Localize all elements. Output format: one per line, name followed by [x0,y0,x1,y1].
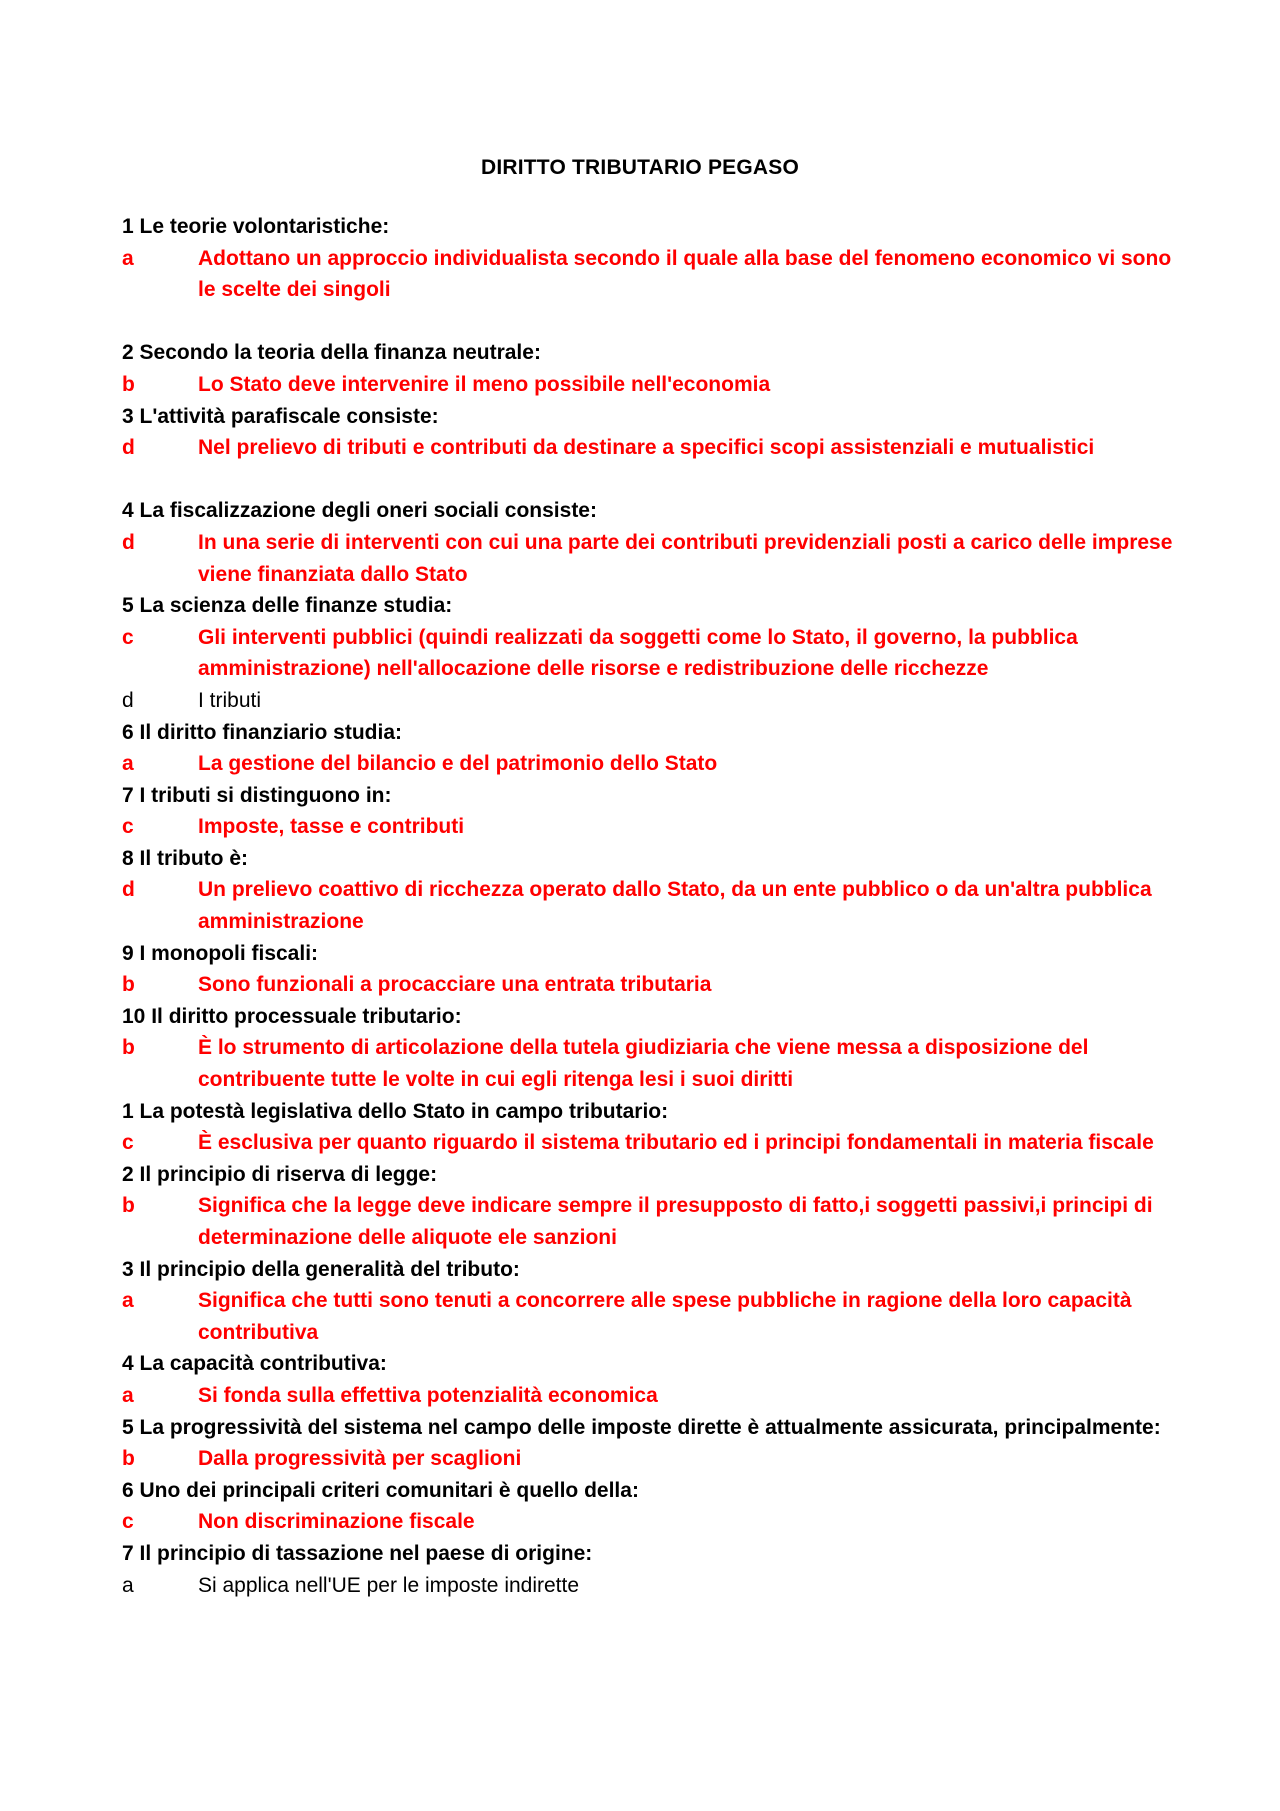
answer-letter: b [122,372,135,396]
answer-letter: c [122,1510,134,1534]
answer-text: Nel prelievo di tributi e contributi da destinare a specifici scopi assistenziali e mutualistici [198,436,1095,460]
answer-text: È esclusiva per quanto riguardo il sistema tributario ed i principi fondamentali in materia fiscale [198,1131,1154,1155]
question-text: 3 Il principio della generalità del tributo: [122,1257,520,1281]
question-text: 2 Il principio di riserva di legge: [122,1162,438,1186]
answer-correct [122,243,1174,306]
answer-letter: c [122,625,134,649]
answer-text: I tributi [198,688,262,712]
question-text: 6 Il diritto finanziario studia: [122,720,403,744]
answer-correct [122,1443,1174,1475]
answer-text: In una serie di interventi con cui una parte dei contributi previdenziali posti a carico delle imprese viene finanziata dallo Stato [198,530,1173,586]
answer-correct [122,622,1174,685]
answer-text: Un prelievo coattivo di ricchezza operato dallo Stato, da un ente pubblico o da un'altra pubblica amministrazione [198,878,1152,934]
answer-correct [122,1285,1174,1348]
question-text: 4 La capacità contributiva: [122,1352,387,1376]
question-text: 9 I monopoli fiscali: [122,941,319,965]
answer-letter: b [122,1194,135,1218]
answer-correct [122,874,1174,937]
answer-text: Gli interventi pubblici (quindi realizzati da soggetti come lo Stato, il governo, la pubblica amministrazione) nell'allocazione delle risorse e redistribuzione delle ricchezze [198,625,1078,681]
answer-correct [122,1190,1174,1253]
answer-text: Si fonda sulla effettiva potenzialità economica [198,1383,658,1407]
question-text: 2 Secondo la teoria della finanza neutrale: [122,341,541,365]
answer-letter: d [122,878,135,902]
answer-text: Significa che la legge deve indicare sempre il presupposto di fatto,i soggetti passivi,i principi di determinazione delle aliquote ele sanzioni [198,1194,1153,1249]
answer-letter: d [122,688,134,712]
answer-option [122,1570,1174,1602]
answer-letter: a [122,752,134,776]
answer-text: Non discriminazione fiscale [198,1510,475,1534]
answer-correct [122,811,1174,843]
answer-correct [122,1506,1174,1538]
answer-letter: a [122,1289,134,1313]
document-title: DIRITTO TRIBUTARIO PEGASO [480,156,800,179]
question-text: 1 Le teorie volontaristiche: [122,215,390,238]
answer-letter: b [122,1447,135,1471]
answer-correct [122,369,1174,401]
answer-letter: a [122,1573,134,1597]
question-list [122,211,1174,1601]
answer-correct [122,1032,1174,1095]
question-text: 10 Il diritto processuale tributario: [122,1004,462,1028]
question-text: 3 L'attività parafiscale consiste: [122,404,439,428]
answer-text: Adottano un approccio individualista secondo il quale alla base del fenomeno economico vi sono le scelte dei singoli [198,246,1172,302]
answer-letter: a [122,1383,134,1407]
answer-correct [122,748,1174,780]
answer-correct [122,527,1174,590]
spacer [122,464,1174,496]
answer-letter: c [122,815,134,839]
question-text: 5 La scienza delle finanze studia: [122,594,453,618]
answer-text: La gestione del bilancio e del patrimonio dello Stato [198,752,718,776]
answer-text: È lo strumento di articolazione della tutela giudiziaria che viene messa a disposizione del contribuente tutte le volte in cui egli ritenga lesi i suoi diritti [198,1036,1089,1092]
answer-text: Imposte, tasse e contributi [198,815,465,839]
answer-correct [122,969,1174,1001]
answer-letter: b [122,973,135,997]
spacer [122,306,1174,338]
answer-letter: d [122,436,135,460]
answer-correct [122,432,1174,464]
answer-correct [122,1380,1174,1412]
answer-letter: d [122,530,135,554]
question-text: 8 Il tributo è: [122,846,248,870]
answer-correct [122,1127,1174,1159]
answer-option [122,685,1174,717]
question-text: 5 La progressività del sistema nel campo delle imposte dirette è attualmente assicurata, principalmente: [122,1415,1161,1439]
question-text: 6 Uno dei principali criteri comunitari è quello della: [122,1478,639,1502]
question-text: 1 La potestà legislativa dello Stato in campo tributario: [122,1099,669,1123]
answer-text: Dalla progressività per scaglioni [198,1447,522,1471]
question-text: 7 Il principio di tassazione nel paese di origine: [122,1541,593,1565]
question-text: 4 La fiscalizzazione degli oneri sociali consiste: [122,499,597,523]
answer-letter: a [122,246,134,270]
answer-text: Sono funzionali a procacciare una entrata tributaria [198,973,712,997]
answer-letter: c [122,1131,134,1155]
question-text: 7 I tributi si distinguono in: [122,783,392,807]
answer-text: Significa che tutti sono tenuti a concorrere alle spese pubbliche in ragione della loro capacità contributiva [198,1289,1132,1344]
answer-text: Lo Stato deve intervenire il meno possibile nell'economia [198,372,771,396]
answer-letter: b [122,1036,135,1060]
answer-text: Si applica nell'UE per le imposte indirette [198,1573,580,1597]
